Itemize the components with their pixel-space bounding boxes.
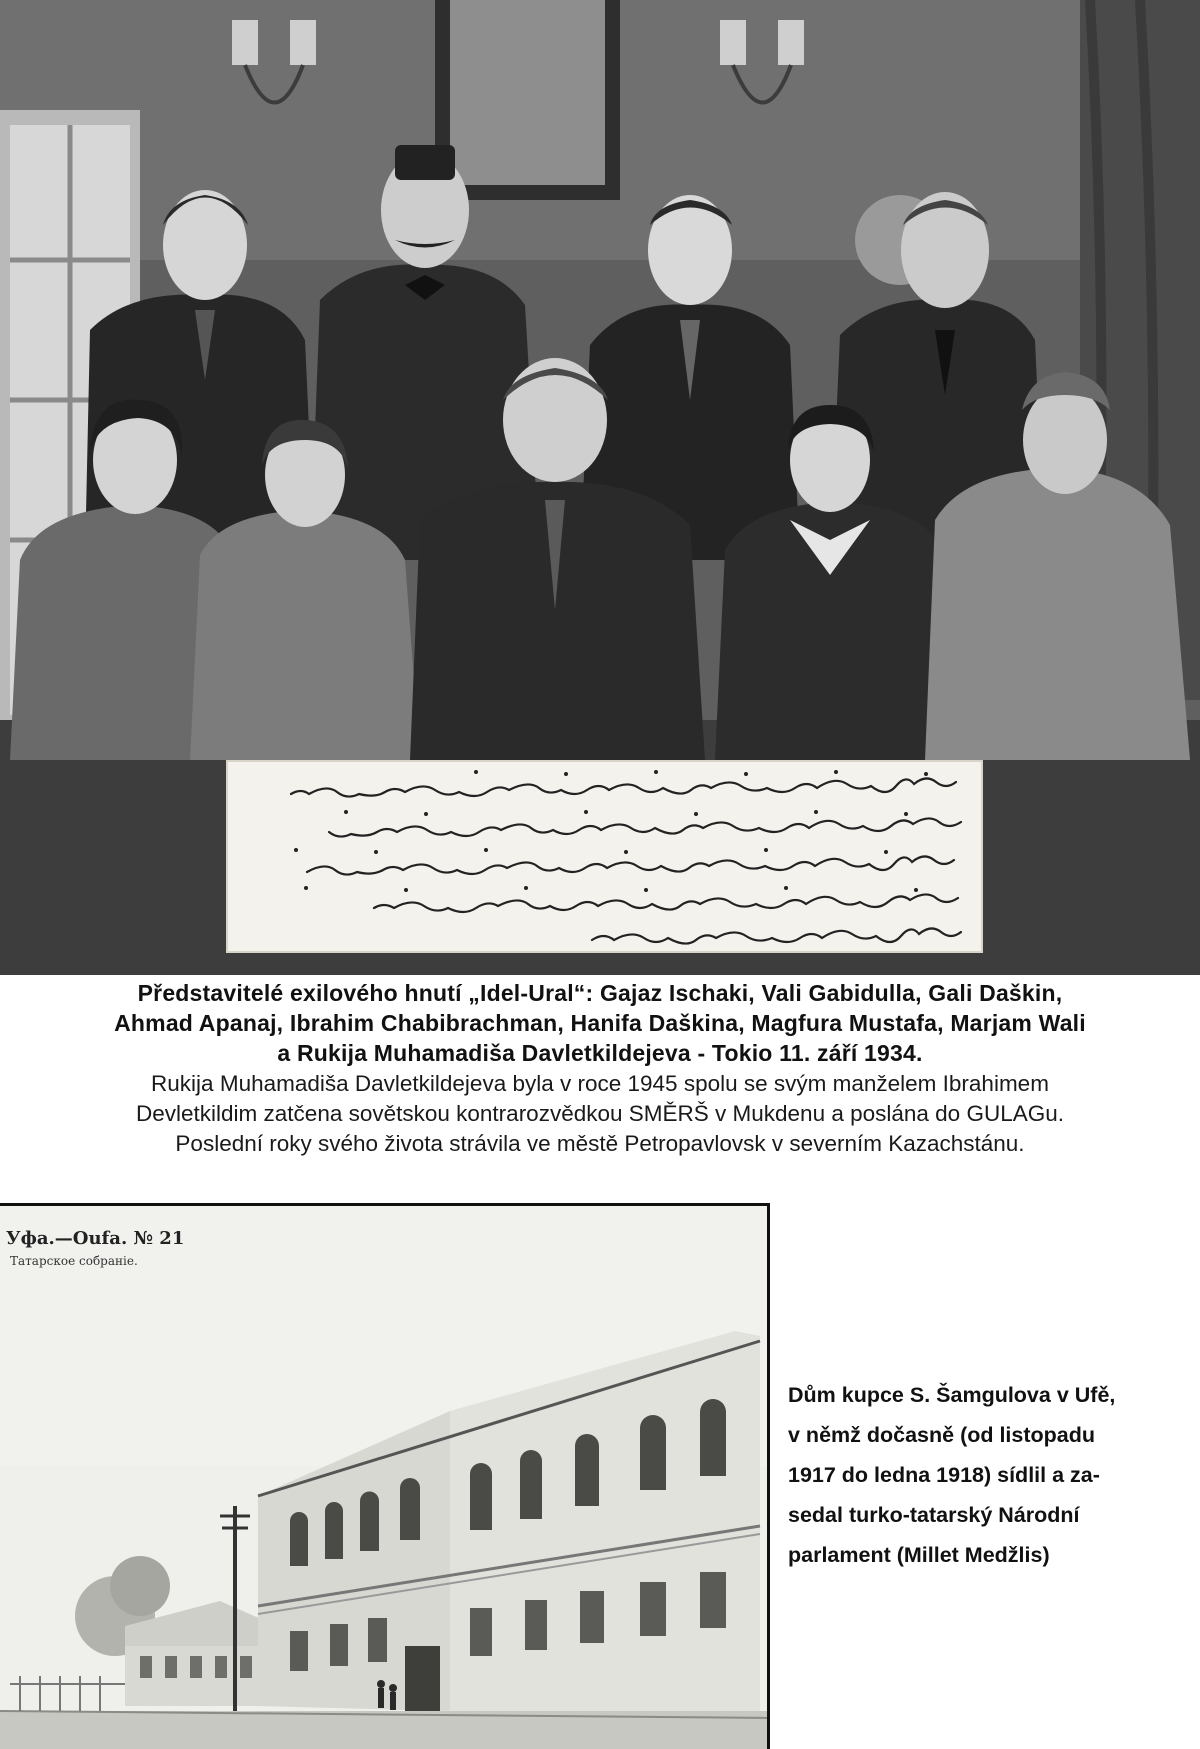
building-illustration	[0, 1206, 770, 1749]
caption-title-line: Představitelé exilového hnutí „Idel-Ural“: Gajaz Ischaki, Vali Gabidulla, Gali Daškin,	[137, 980, 1063, 1006]
building-caption-line: parlament (Millet Medžlis)	[788, 1543, 1050, 1567]
building-caption-line: sedal turko-tatarský Národní	[788, 1503, 1080, 1527]
postcard-title: Уфа.—Oufa. № 21	[6, 1228, 185, 1249]
caption-title-line: a Rukija Muhamadiša Davletkildejeva - Tokio 11. září 1934.	[277, 1040, 923, 1066]
photo-caption-body	[30, 1069, 1170, 1159]
arabic-inscription-card	[226, 760, 983, 953]
caption-body-line: Rukija Muhamadiša Davletkildejeva byla v roce 1945 spolu se svým manželem Ibrahimem	[151, 1071, 1049, 1096]
handwritten-inscription	[226, 760, 983, 953]
postcard-subtitle: Татарское собраніе.	[10, 1254, 138, 1268]
building-caption-line: 1917 do ledna 1918) sídlil a za-	[788, 1463, 1100, 1487]
building-caption	[788, 1375, 1188, 1575]
caption-body-line: Poslední roky svého života strávila ve městě Petropavlovsk v severním Kazachstánu.	[175, 1131, 1025, 1156]
building-postcard-photo	[0, 1203, 770, 1749]
photo-caption-title	[30, 978, 1170, 1068]
building-caption-line: v němž dočasně (od listopadu	[788, 1423, 1096, 1447]
caption-title-line: Ahmad Apanaj, Ibrahim Chabibrachman, Hanifa Daškina, Magfura Mustafa, Marjam Wali	[114, 1010, 1086, 1036]
caption-body-line: Devletkildim zatčena sovětskou kontrarozvědkou SMĚRŠ v Mukdenu a poslána do GULAGu.	[136, 1101, 1064, 1126]
building-caption-line: Dům kupce S. Šamgulova v Ufě,	[788, 1383, 1116, 1407]
